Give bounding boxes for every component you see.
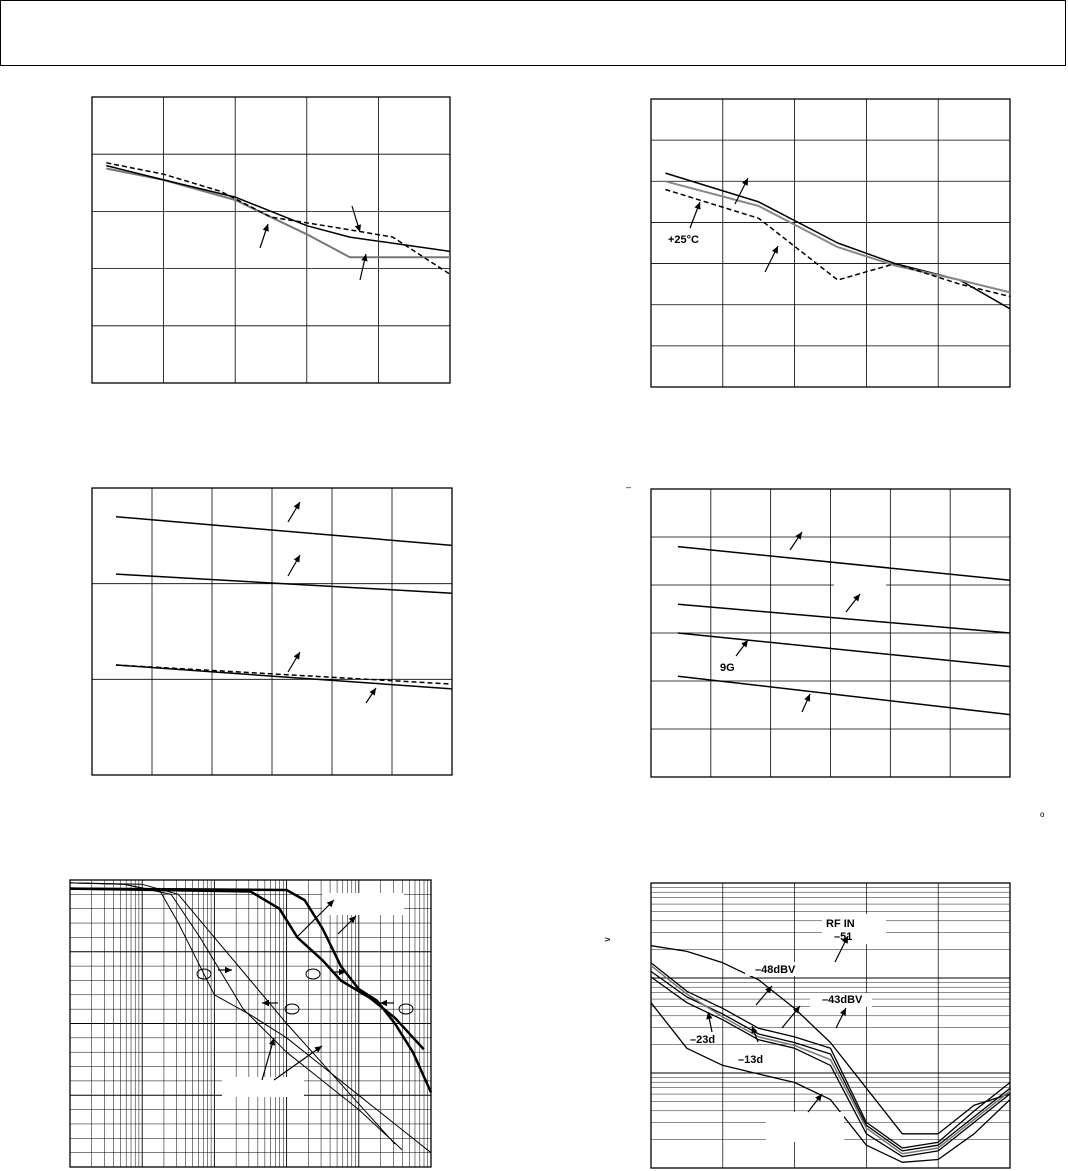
arrowhead [294, 652, 300, 660]
arrowhead [815, 1094, 822, 1101]
series-line-3 [70, 883, 395, 1144]
arrowhead [741, 640, 748, 648]
callout-box [322, 893, 404, 915]
series-line-1 [678, 547, 1010, 581]
gridlines [651, 489, 1010, 777]
series-line-4 [678, 676, 1010, 714]
series-line-4 [116, 665, 452, 684]
stray-mark-dash: – [626, 482, 632, 492]
stray-mark-circle: o [1040, 810, 1045, 819]
arrowhead [369, 688, 376, 696]
chart-c2 [651, 99, 1010, 387]
chart-c4 [651, 489, 1010, 777]
annotation-label: –43dBV [822, 994, 863, 1006]
plot-frame [92, 97, 450, 383]
series-line-2 [665, 181, 1010, 292]
arrowhead [294, 502, 300, 510]
annotation-label: –51 [834, 931, 853, 943]
chart-c5 [70, 880, 431, 1167]
gridlines [92, 488, 452, 775]
callout-box [222, 1077, 304, 1097]
annotation-label: +25°C [668, 234, 700, 246]
annotation-label: –48dBV [755, 964, 796, 976]
arrowhead [263, 224, 269, 232]
series-line-1 [116, 517, 452, 546]
chart-c6 [651, 883, 1010, 1168]
annotation-arrow [298, 900, 334, 936]
series-line-2 [678, 604, 1010, 633]
callout-box [834, 578, 886, 590]
gridlines [92, 97, 450, 383]
annotation-label: –23d [690, 1034, 716, 1046]
series-line-1 [665, 173, 1010, 309]
arrowhead [695, 202, 701, 210]
chart-c3 [92, 488, 452, 775]
arrowhead [225, 967, 232, 973]
series-line-2 [106, 166, 450, 252]
arrowhead [262, 1000, 269, 1006]
annotation-label: 9G [720, 662, 735, 674]
annotation-label: RF IN [826, 918, 855, 930]
annotation-label: –13d [738, 1054, 764, 1066]
arrowhead [853, 594, 860, 601]
series-line-1 [70, 883, 431, 1153]
series-line-4 [70, 889, 431, 1093]
arrowhead [795, 532, 802, 540]
callout-box [766, 1112, 844, 1142]
stray-mark-wedge: ∨ [601, 936, 612, 943]
chart-c1 [92, 97, 450, 383]
